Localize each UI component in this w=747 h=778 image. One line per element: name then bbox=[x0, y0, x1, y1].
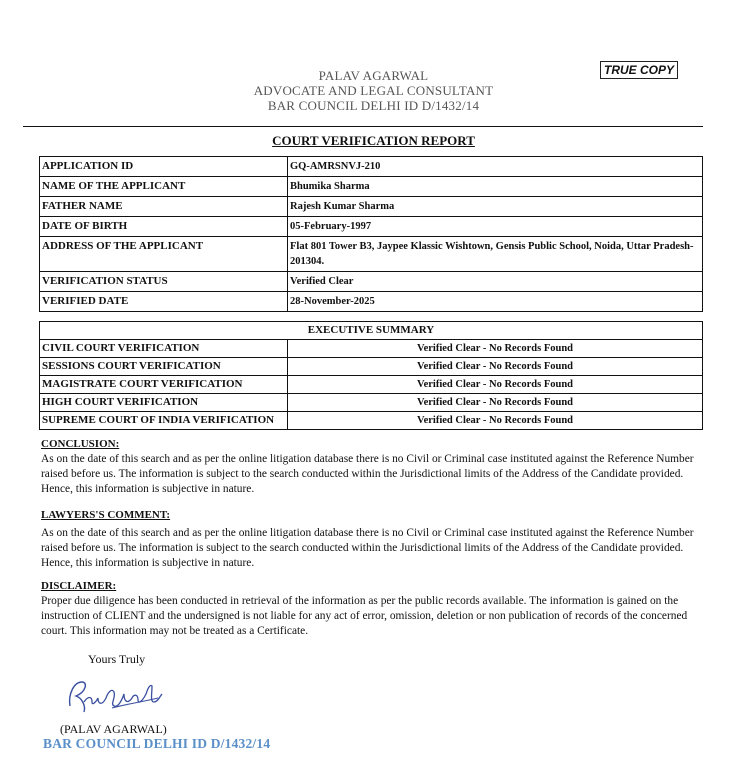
signatory-name: (PALAV AGARWAL) bbox=[60, 722, 167, 736]
advocate-bar-id: BAR COUNCIL DELHI ID D/1432/14 bbox=[267, 98, 480, 113]
info-value: Bhumika Sharma bbox=[288, 177, 703, 197]
conclusion-text: As on the date of this search and as per the online litigation database there is no Civil or Criminal case instituted against the Reference Number raised before us. The information is subject to the search conducted within the Jurisdictional limits of the Address of the Candidate provided. Hence, this information is subjective in nature. bbox=[41, 453, 694, 495]
summary-value: Verified Clear - No Records Found bbox=[288, 412, 703, 430]
table-row bbox=[40, 292, 703, 312]
lawyers-comment-text: As on the date of this search and as per the online litigation database there is no Civil or Criminal case instituted against the Reference Number raised before us. The information is subject to the search conducted within the Jurisdictional limits of the Address of the Candidate provided. Hence, this information is subjective in nature. bbox=[41, 527, 694, 569]
info-label: FATHER NAME bbox=[40, 197, 288, 217]
info-label: DATE OF BIRTH bbox=[40, 217, 288, 237]
info-value: Verified Clear bbox=[288, 272, 703, 292]
true-copy-stamp: TRUE COPY bbox=[600, 61, 678, 79]
report-title: COURT VERIFICATION REPORT bbox=[272, 133, 475, 148]
table-row bbox=[40, 217, 703, 237]
executive-summary-title: EXECUTIVE SUMMARY bbox=[40, 322, 703, 340]
signature bbox=[62, 672, 172, 723]
info-value: Flat 801 Tower B3, Jaypee Klassic Wishtown, Gensis Public School, Noida, Uttar Pradesh-201304. bbox=[288, 237, 703, 272]
info-label: ADDRESS OF THE APPLICANT bbox=[40, 237, 288, 272]
info-label: VERIFICATION STATUS bbox=[40, 272, 288, 292]
summary-label: CIVIL COURT VERIFICATION bbox=[40, 340, 288, 358]
closing-salutation: Yours Truly bbox=[88, 652, 146, 666]
summary-label: SUPREME COURT OF INDIA VERIFICATION bbox=[40, 412, 288, 430]
advocate-title: ADVOCATE AND LEGAL CONSULTANT bbox=[253, 83, 494, 98]
executive-summary-table bbox=[39, 321, 703, 430]
table-row bbox=[40, 358, 703, 376]
table-row bbox=[40, 157, 703, 177]
table-row bbox=[40, 322, 703, 340]
table-row bbox=[40, 177, 703, 197]
applicant-info-table bbox=[39, 156, 703, 312]
table-row bbox=[40, 340, 703, 358]
info-label: APPLICATION ID bbox=[40, 157, 288, 177]
info-value: 28-November-2025 bbox=[288, 292, 703, 312]
table-row bbox=[40, 394, 703, 412]
signatory-bar-id: BAR COUNCIL DELHI ID D/1432/14 bbox=[43, 736, 271, 751]
header-divider bbox=[23, 126, 703, 127]
advocate-name: PALAV AGARWAL bbox=[318, 68, 429, 83]
info-value: GQ-AMRSNVJ-210 bbox=[288, 157, 703, 177]
summary-value: Verified Clear - No Records Found bbox=[288, 358, 703, 376]
info-label: NAME OF THE APPLICANT bbox=[40, 177, 288, 197]
summary-label: SESSIONS COURT VERIFICATION bbox=[40, 358, 288, 376]
table-row bbox=[40, 197, 703, 217]
table-row bbox=[40, 237, 703, 272]
info-label: VERIFIED DATE bbox=[40, 292, 288, 312]
disclaimer-text: Proper due diligence has been conducted in retrieval of the information as per the public records available. The information is gained on the instruction of CLIENT and the undersigned is not liable for any act of error, omission, deletion or non publication of records of the concerned court. This information may not be treated as a Certificate. bbox=[41, 595, 688, 637]
info-value: 05-February-1997 bbox=[288, 217, 703, 237]
table-row bbox=[40, 412, 703, 430]
summary-value: Verified Clear - No Records Found bbox=[288, 394, 703, 412]
table-row bbox=[40, 376, 703, 394]
info-value: Rajesh Kumar Sharma bbox=[288, 197, 703, 217]
summary-label: HIGH COURT VERIFICATION bbox=[40, 394, 288, 412]
summary-label: MAGISTRATE COURT VERIFICATION bbox=[40, 376, 288, 394]
lawyers-comment-heading: LAWYERS'S COMMENT: bbox=[41, 509, 171, 521]
table-row bbox=[40, 272, 703, 292]
conclusion-heading: CONCLUSION: bbox=[41, 438, 120, 450]
summary-value: Verified Clear - No Records Found bbox=[288, 376, 703, 394]
disclaimer-heading: DISCLAIMER: bbox=[41, 580, 117, 592]
summary-value: Verified Clear - No Records Found bbox=[288, 340, 703, 358]
